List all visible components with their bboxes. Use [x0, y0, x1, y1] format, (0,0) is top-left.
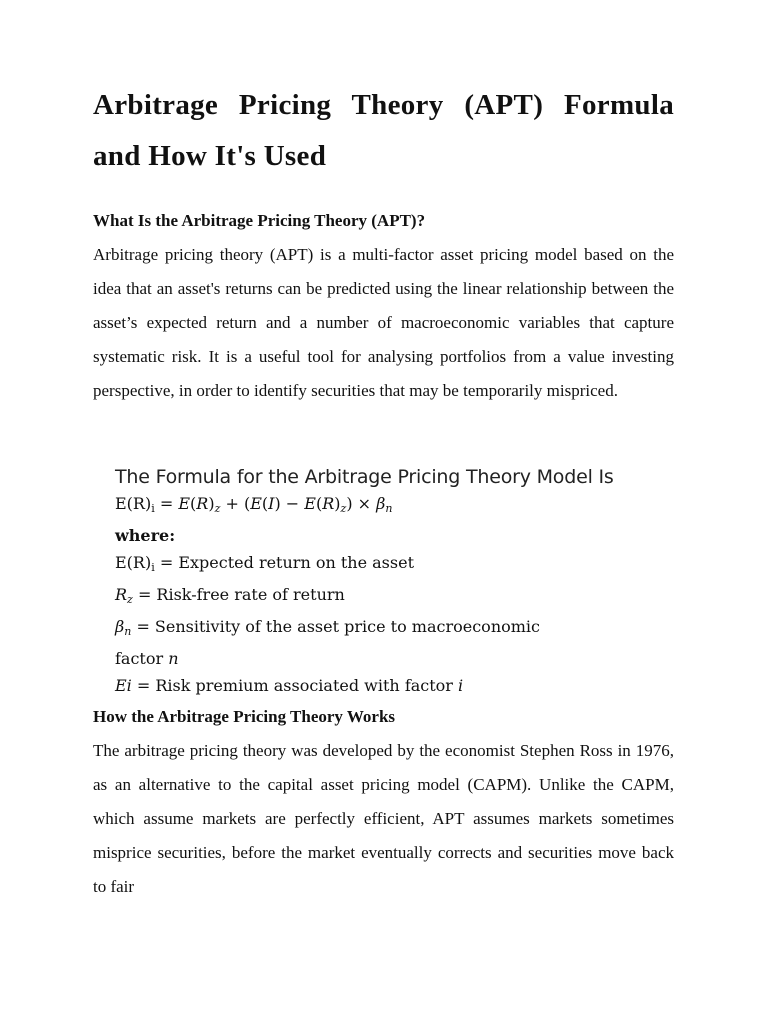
section-heading-how-apt-works: How the Arbitrage Pricing Theory Works [93, 707, 396, 726]
section-heading-what-is-apt: What Is the Arbitrage Pricing Theory (APT)? [93, 211, 426, 230]
formula-definition-factor-n: factor n [115, 649, 179, 668]
formula-definition-risk-premium: Ei = Risk premium associated with factor i [115, 676, 464, 695]
section-body-how-apt-works: The arbitrage pricing theory was developed by the economist Stephen Ross in 1976, as an alternative to the capital asset pricing model (CAPM). Unlike the CAPM, which assume markets are perfectly efficient, APT assumes markets sometimes misprice securities, before the market eventually corrects and securities move back to fair [93, 741, 674, 896]
formula-equation: $E(R)_i = E(R)_z + (E(I) - E(R)_z) \times \beta_n$ [115, 494, 393, 515]
document-page [93, 80, 674, 904]
formula-figure-title: The Formula for the Arbitrage Pricing Theory Model Is [115, 466, 614, 488]
definition-text: = Sensitivity of the asset price to macroeconomic [136, 617, 540, 636]
formula-definition-risk-free-rate: $R_z$ = Risk-free rate of return [115, 585, 345, 606]
formula-figure [115, 464, 655, 695]
formula-definition-sensitivity: $\beta_n$ = Sensitivity of the asset price to macroeconomic [115, 617, 540, 638]
section-body-what-is-apt: Arbitrage pricing theory (APT) is a multi-factor asset pricing model based on the idea that an asset's returns can be predicted using the linear relationship between the asset’s expected return and a number of macroeconomic variables that capture systematic risk. It is a useful tool for analysing portfolios from a value investing perspective, in order to identify securities that may be temporarily mispriced. [93, 245, 674, 400]
definition-text: = Risk-free rate of return [137, 585, 345, 604]
document-title: Arbitrage Pricing Theory (APT) Formula and How It's Used [93, 89, 674, 172]
formula-where-label: where: [115, 526, 176, 545]
formula-definition-expected-return: $E(R)_i$ = Expected return on the asset [115, 553, 414, 574]
definition-text: = Expected return on the asset [159, 553, 414, 572]
